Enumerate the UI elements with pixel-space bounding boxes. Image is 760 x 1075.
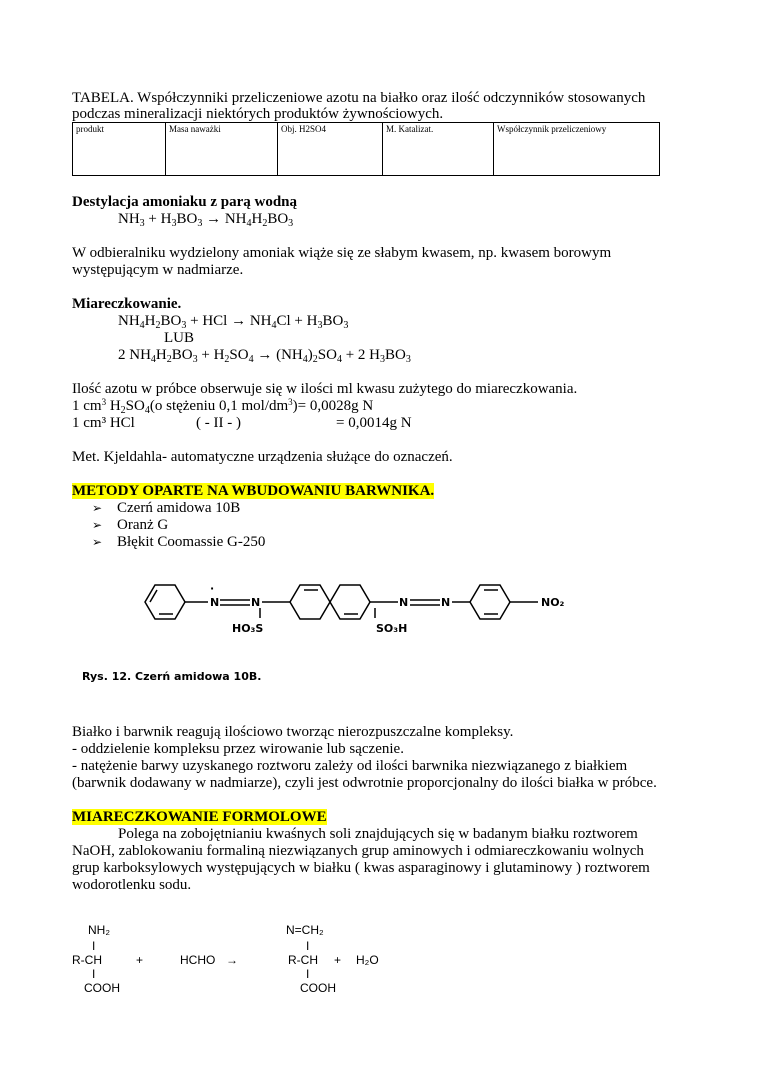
bond-3: I bbox=[306, 939, 310, 953]
plus-2: + bbox=[334, 953, 342, 967]
list-item: ➢ Błękit Coomassie G-250 bbox=[92, 534, 266, 550]
hcho-label: HCHO bbox=[180, 953, 216, 967]
table-caption-2: podczas mineralizacji niektórych produktów żywnościowych. bbox=[72, 106, 444, 122]
formol-text-1: Polega na zobojętnianiu kwaśnych soli znajdujących się w badanym białku roztworem bbox=[118, 826, 638, 842]
nch2-label: N=CH₂ bbox=[286, 923, 324, 937]
so3h-label: SO₃H bbox=[376, 622, 408, 635]
dye-text-3: - natężenie barwy uzyskanego roztworu zależy od ilości barwnika niezwiązanego z białkiem bbox=[72, 758, 628, 774]
svg-text:N: N bbox=[399, 596, 409, 609]
titration-eq-2: 1 cm³ HCl ( - II - ) = 0,0014g N bbox=[72, 415, 412, 431]
table-header-mass: Masa naważki bbox=[166, 123, 278, 176]
svg-text:N: N bbox=[210, 596, 220, 609]
formol-text-2: NaOH, zablokowaniu formaliną niezwiązanych grup aminowych i odmiareczkowaniu wolnych bbox=[72, 843, 644, 859]
arrow-bullet-icon: ➢ bbox=[92, 518, 103, 532]
rch-left: R-CH bbox=[72, 953, 102, 967]
reaction-arrow-icon: → bbox=[226, 953, 238, 967]
titration-text-1: Ilość azotu w próbce obserwuje się w ilości ml kwasu zużytego do miareczkowania. bbox=[72, 381, 578, 397]
no2-label: NO₂ bbox=[541, 596, 565, 609]
ho3s-label: HO₃S bbox=[232, 622, 264, 635]
formol-text-4: wodorotlenku sodu. bbox=[72, 877, 192, 893]
distillation-text-1: W odbieralniku wydzielony amoniak wiąże się ze słabym kwasem, np. kwasem borowym bbox=[72, 245, 612, 261]
distillation-heading: Destylacja amoniaku z parą wodną bbox=[72, 194, 298, 210]
formol-heading: MIARECZKOWANIE FORMOLOWE bbox=[72, 809, 327, 825]
formol-text-3: grup karboksylowych występujących w białku ( kwas asparaginowy i glutaminowy ) roztworem bbox=[72, 860, 650, 876]
distillation-text-2: występującym w nadmiarze. bbox=[72, 262, 244, 278]
cooh-left: COOH bbox=[84, 981, 120, 995]
titration-or: LUB bbox=[164, 330, 194, 346]
dye-text-block bbox=[72, 724, 672, 894]
arrow-bullet-icon: ➢ bbox=[92, 535, 103, 549]
dye-text-4: (barwnik dodawany w nadmiarze), czyli jest odwrotnie proporcjonalny do ilości białka w próbce. bbox=[72, 775, 657, 791]
titration-text-2: Met. Kjeldahla- automatyczne urządzenia służące do oznaczeń. bbox=[72, 449, 453, 465]
nh2-label: NH₂ bbox=[88, 923, 110, 937]
table-header-product: produkt bbox=[73, 123, 166, 176]
list-item: ➢ Oranż G bbox=[92, 517, 169, 533]
svg-text:N: N bbox=[251, 596, 261, 609]
dye-heading: METODY OPARTE NA WBUDOWANIU BARWNIKA. bbox=[72, 483, 435, 499]
dye-list bbox=[72, 500, 672, 551]
dye-text-2: - oddzielenie kompleksu przez wirowanie lub sączenie. bbox=[72, 741, 404, 757]
table-caption-1: TABELA. Współczynniki przeliczeniowe azotu na białko oraz ilość odczynników stosowanych bbox=[72, 90, 646, 106]
list-item: ➢ Czerń amidowa 10B bbox=[92, 500, 241, 516]
svg-text:·: · bbox=[210, 582, 215, 595]
titration-eq-1: 1 $cm^3$ $H_2SO_4(o$ stężeniu 0,1 mol/$dm^3)= 0,0028g$ N bbox=[72, 397, 374, 416]
cooh-right: COOH bbox=[300, 981, 336, 995]
arrow-bullet-icon: ➢ bbox=[92, 501, 103, 515]
dye-text-1: Białko i barwnik reagują ilościowo tworząc nierozpuszczalne kompleksy. bbox=[72, 724, 514, 740]
document-page bbox=[72, 90, 672, 551]
table-header-h2so4: Obj. H2SO4 bbox=[278, 123, 383, 176]
titration-reaction-1: $NH_4H_2BO_3$ + HCl → $NH_4Cl + H_3BO_3$ bbox=[118, 313, 349, 331]
conversion-table bbox=[72, 122, 660, 176]
table-header-catalyst: M. Katalizat. bbox=[383, 123, 494, 176]
svg-text:N: N bbox=[441, 596, 451, 609]
distillation-reaction: $NH_3 + H_3BO_3 \to NH_4H_2BO_3$ bbox=[118, 211, 294, 229]
table-header-factor: Współczynnik przeliczeniowy bbox=[494, 123, 660, 176]
titration-heading: Miareczkowanie. bbox=[72, 296, 182, 312]
amido-black-structure bbox=[140, 570, 580, 655]
bond-4: I bbox=[306, 967, 310, 981]
figure-caption: Rys. 12. Czerń amidowa 10B. bbox=[82, 670, 262, 683]
plus-1: + bbox=[136, 953, 144, 967]
titration-reaction-2: 2 $NH_4H_2BO_3 + H_2SO_4 \to (NH_4)_2SO_4 + 2$ $H_3BO_3$ bbox=[118, 347, 411, 365]
rch-right: R-CH bbox=[288, 953, 318, 967]
bond-1: I bbox=[92, 939, 96, 953]
bond-2: I bbox=[92, 967, 96, 981]
h2o-label: H₂O bbox=[356, 953, 379, 967]
